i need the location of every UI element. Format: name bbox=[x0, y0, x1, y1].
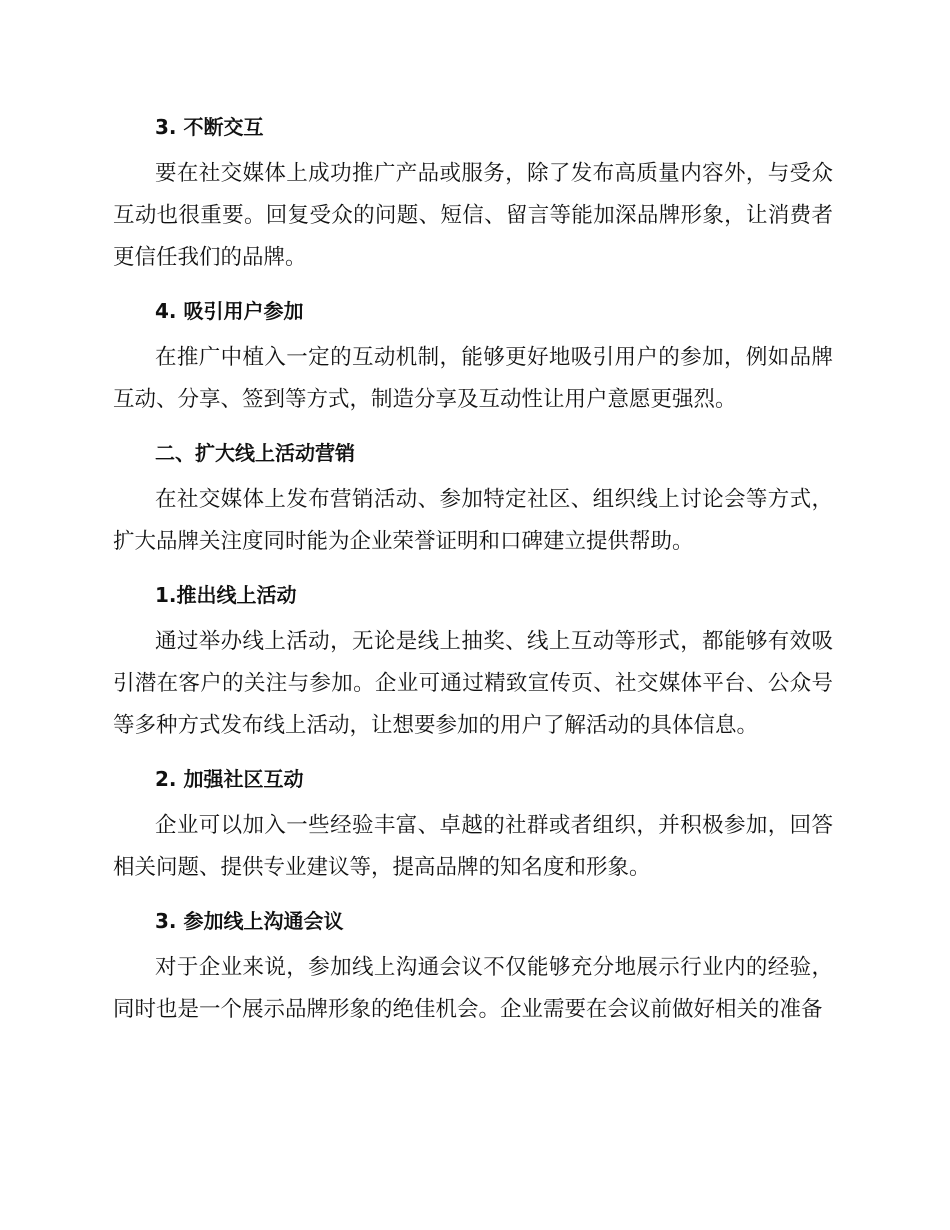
section-paragraph: 企业可以加入一些经验丰富、卓越的社群或者组织，并积极参加，回答相关问题、提供专业建议等，提高品牌的知名度和形象。 bbox=[113, 813, 833, 880]
section-heading: 二、扩大线上活动营销 bbox=[155, 441, 355, 465]
section-heading: 2. 加强社区互动 bbox=[155, 767, 304, 791]
section-heading: 3. 不断交互 bbox=[155, 115, 264, 139]
section-heading: 1.推出线上活动 bbox=[155, 583, 297, 607]
section-heading: 3. 参加线上沟通会议 bbox=[155, 909, 344, 933]
section-paragraph: 在推广中植入一定的互动机制，能够更好地吸引用户的参加，例如品牌互动、分享、签到等方式，制造分享及互动性让用户意愿更强烈。 bbox=[113, 345, 833, 412]
section-heading: 4. 吸引用户参加 bbox=[155, 299, 304, 323]
section-paragraph: 要在社交媒体上成功推广产品或服务，除了发布高质量内容外，与受众互动也很重要。回复受众的问题、短信、留言等能加深品牌形象，让消费者更信任我们的品牌。 bbox=[113, 161, 833, 270]
section-paragraph: 对于企业来说，参加线上沟通会议不仅能够充分地展示行业内的经验，同时也是一个展示品牌形象的绝佳机会。企业需要在会议前做好相关的准备 bbox=[113, 955, 833, 1022]
section-paragraph: 在社交媒体上发布营销活动、参加特定社区、组织线上讨论会等方式，扩大品牌关注度同时能为企业荣誉证明和口碑建立提供帮助。 bbox=[113, 487, 833, 554]
section-paragraph: 通过举办线上活动，无论是线上抽奖、线上互动等形式，都能够有效吸引潜在客户的关注与参加。企业可通过精致宣传页、社交媒体平台、公众号等多种方式发布线上活动，让想要参加的用户了解活动的具体信息。 bbox=[113, 629, 833, 738]
document-body bbox=[113, 107, 833, 1043]
